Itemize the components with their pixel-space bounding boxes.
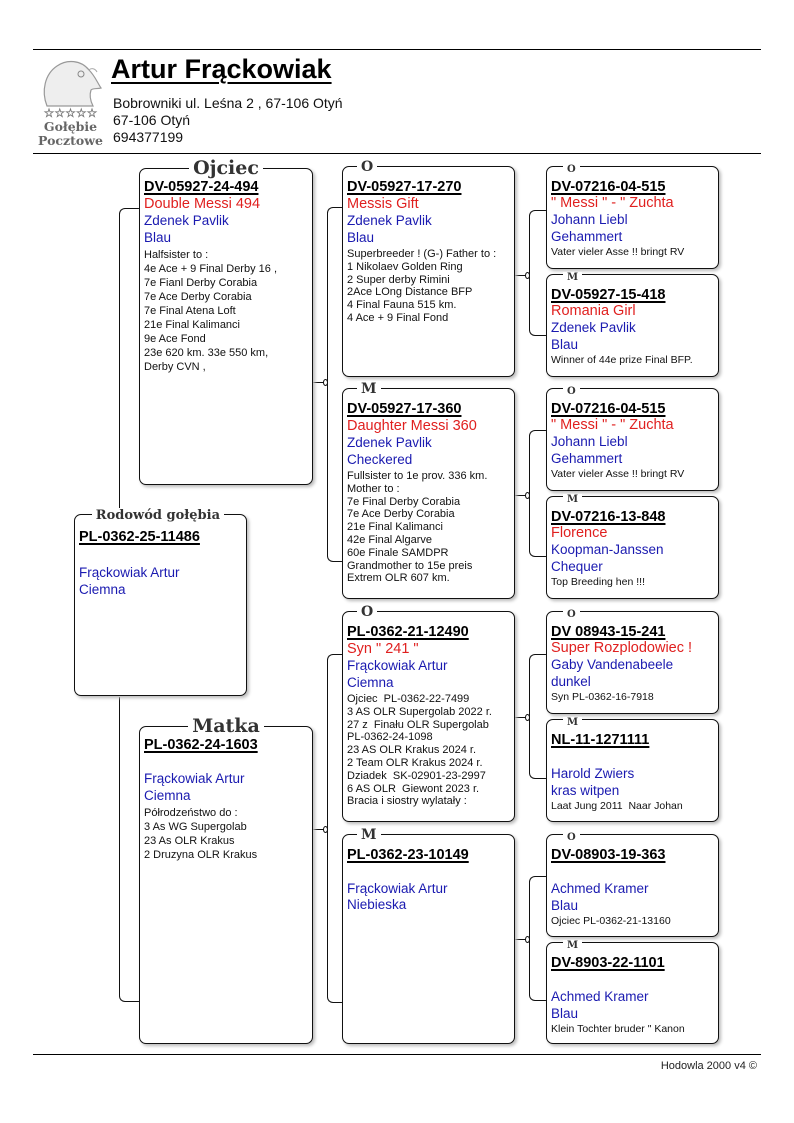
- connector-fm: [327, 382, 342, 562]
- ffm-card[interactable]: [546, 274, 719, 377]
- owner-address: Bobrowniki ul. Leśna 2 , 67-106 Otyń: [113, 95, 343, 111]
- mf-notes: Ojciec PL-0362-22-7499 3 AS OLR Supergolab 2022 r. 27 z Finału OLR Supergolab PL-0362-24-1098 23 AS OLR Krakus 2024 r. 2 Team OLR Krakus 2024 r. Dziadek SK-02901-23-2997 6 AS OLR Giewont 2023 r. Bracia i siostry wylatały :: [347, 693, 492, 808]
- paternal-grandfather-card[interactable]: [342, 159, 515, 377]
- ffm-notes: Winner of 44e prize Final BFP.: [551, 354, 693, 366]
- fmf-ring-number: DV-07216-04-515: [551, 401, 666, 417]
- logo: [33, 56, 108, 148]
- father-card[interactable]: [139, 157, 313, 485]
- mm-breeder: Frąckowiak Artur: [347, 881, 448, 896]
- mmf-card[interactable]: [546, 834, 719, 937]
- mf-breeder: Frąckowiak Artur: [347, 658, 448, 673]
- fmf-breeder: Johann Liebl: [551, 434, 628, 449]
- fm-color: Checkered: [347, 452, 413, 467]
- subject-ring-number: PL-0362-25-11486: [79, 529, 200, 545]
- logo-text-line2: Pocztowe: [38, 133, 103, 148]
- mff-card[interactable]: [546, 611, 719, 714]
- mfm-card[interactable]: [546, 719, 719, 822]
- connector-fmm: [529, 495, 546, 557]
- father-breeder: Zdenek Pavlik: [144, 213, 229, 228]
- mother-caption: Matka: [188, 715, 264, 737]
- connector-ff: [327, 207, 342, 383]
- father-notes: Halfsister to : 4e Ace + 9 Final Derby 16 , 7e Fianl Derby Corabia 7e Ace Derby Corabia 7e Final Atena Loft 21e Final Kalimanci 9e Ace Fond 23e 620 km. 33e 550 km, Derby CVN ,: [144, 249, 277, 373]
- paternal-grandmother-card[interactable]: [342, 381, 515, 599]
- mff-caption: O: [563, 609, 580, 620]
- mf-caption: O: [357, 604, 377, 620]
- fff-name: " Messi " - " Zuchta: [551, 195, 674, 211]
- father-caption: Ojciec: [189, 157, 263, 179]
- mff-name: Super Rozplodowiec !: [551, 640, 693, 656]
- mmm-breeder: Achmed Kramer: [551, 989, 649, 1004]
- subject-color: Ciemna: [79, 582, 126, 597]
- mff-ring-number: DV 08943-15-241: [551, 624, 666, 640]
- mfm-ring-number: NL-11-1271111: [551, 732, 650, 748]
- mf-name: Syn " 241 ": [347, 641, 419, 657]
- fm-breeder: Zdenek Pavlik: [347, 435, 432, 450]
- mmf-color: Blau: [551, 898, 579, 913]
- fm-caption: M: [357, 381, 381, 397]
- ff-notes: Superbreeder ! (G-) Father to : 1 Nikolaev Golden Ring 2 Super derby Rimini 2Ace LOng Distance BFP 4 Final Fauna 515 km. 4 Ace + 9 Final Fond: [347, 248, 497, 324]
- owner-city: 67-106 Otyń: [113, 112, 191, 128]
- fff-notes: Vater vieler Asse !! bringt RV: [551, 246, 685, 258]
- mm-ring-number: PL-0362-23-10149: [347, 847, 469, 863]
- maternal-grandfather-card[interactable]: [342, 604, 515, 822]
- subject-breeder: Frąckowiak Artur: [79, 565, 180, 580]
- owner-phone: 694377199: [113, 129, 184, 145]
- mm-color: Niebieska: [347, 897, 407, 912]
- connector-mf: [327, 654, 342, 830]
- connector-mm: [327, 829, 342, 1003]
- mother-notes: Półrodzeństwo do : 3 As WG Supergolab 23 As OLR Krakus 2 Druzyna OLR Krakus: [144, 807, 258, 861]
- ff-name: Messis Gift: [347, 196, 419, 212]
- fmf-notes: Vater vieler Asse !! bringt RV: [551, 468, 685, 480]
- fmm-ring-number: DV-07216-13-848: [551, 509, 666, 525]
- mother-card[interactable]: [139, 715, 313, 1044]
- ff-color: Blau: [347, 230, 375, 245]
- mff-color: dunkel: [551, 674, 591, 689]
- fff-ring-number: DV-07216-04-515: [551, 179, 666, 195]
- subject-caption: Rodowód gołębia: [92, 508, 224, 523]
- connector-fmf: [529, 430, 546, 496]
- ffm-ring-number: DV-05927-15-418: [551, 287, 666, 303]
- header-divider: [33, 153, 761, 154]
- mff-breeder: Gaby Vandenabeele: [551, 657, 674, 672]
- father-name: Double Messi 494: [144, 196, 261, 212]
- mmm-card[interactable]: [546, 942, 719, 1044]
- logo-stars: ☆☆☆☆☆: [43, 106, 98, 120]
- owner-name: Artur Frąckowiak: [111, 54, 332, 84]
- mmm-ring-number: DV-8903-22-1101: [551, 955, 665, 971]
- fmf-card[interactable]: [546, 388, 719, 491]
- ff-caption: O: [357, 159, 377, 175]
- connector-mother: [119, 697, 139, 1002]
- mfm-notes: Laat Jung 2011 Naar Johan: [551, 800, 683, 812]
- fff-card[interactable]: [546, 166, 719, 269]
- connector-mff: [529, 654, 546, 718]
- logo-text-line1: Gołębie: [43, 119, 98, 134]
- mmm-notes: Klein Tochter bruder " Kanon: [551, 1023, 685, 1035]
- fmf-color: Gehammert: [551, 451, 623, 466]
- fm-ring-number: DV-05927-17-360: [347, 401, 462, 417]
- mf-ring-number: PL-0362-21-12490: [347, 624, 469, 640]
- ffm-color: Blau: [551, 337, 579, 352]
- ffm-name: Romania Girl: [551, 303, 636, 319]
- ffm-breeder: Zdenek Pavlik: [551, 320, 636, 335]
- fmf-caption: O: [563, 386, 580, 397]
- connector-fff: [529, 210, 546, 276]
- subject-card[interactable]: [74, 508, 247, 696]
- fmm-name: Florence: [551, 525, 608, 541]
- pigeon-head-icon: [33, 56, 108, 108]
- ff-ring-number: DV-05927-17-270: [347, 179, 462, 195]
- father-ring-number: DV-05927-24-494: [144, 179, 259, 195]
- fff-color: Gehammert: [551, 229, 623, 244]
- mmm-color: Blau: [551, 1006, 579, 1021]
- mmf-ring-number: DV-08903-19-363: [551, 847, 666, 863]
- mother-color: Ciemna: [144, 788, 191, 803]
- mfm-color: kras witpen: [551, 783, 620, 798]
- mother-breeder: Frąckowiak Artur: [144, 771, 245, 786]
- ffm-caption: M: [563, 272, 582, 283]
- mfm-caption: M: [563, 717, 582, 728]
- connector-father: [119, 208, 139, 508]
- mmf-notes: Ojciec PL-0362-21-13160: [551, 915, 671, 927]
- top-divider: [33, 49, 761, 50]
- fmm-card[interactable]: [546, 496, 719, 599]
- footer-divider: [33, 1054, 761, 1055]
- mf-color: Ciemna: [347, 675, 394, 690]
- fff-caption: O: [563, 164, 580, 175]
- maternal-grandmother-card[interactable]: [342, 827, 515, 1044]
- mff-notes: Syn PL-0362-16-7918: [551, 691, 654, 703]
- footer-credit: Hodowla 2000 v4 ©: [660, 1060, 757, 1072]
- connector-ffm: [529, 275, 546, 336]
- connector-mfm: [529, 717, 546, 779]
- connector-mmm: [529, 939, 546, 1001]
- connector-mmf: [529, 876, 546, 940]
- fm-name: Daughter Messi 360: [347, 418, 477, 434]
- mm-caption: M: [357, 827, 381, 843]
- fmm-color: Chequer: [551, 559, 603, 574]
- ff-breeder: Zdenek Pavlik: [347, 213, 432, 228]
- fmm-notes: Top Breeding hen !!!: [551, 576, 645, 588]
- fmm-caption: M: [563, 494, 582, 505]
- fm-notes: Fullsister to 1e prov. 336 km. Mother to : 7e Final Derby Corabia 7e Ace Derby Corabia 21e Final Kalimanci 42e Final Algarve 60e Finale SAMDPR Grandmother to 15e preis Extrem OLR 607 km.: [347, 470, 488, 585]
- mmf-breeder: Achmed Kramer: [551, 881, 649, 896]
- fmf-name: " Messi " - " Zuchta: [551, 417, 674, 433]
- mmf-caption: O: [563, 832, 580, 843]
- mother-ring-number: PL-0362-24-1603: [144, 737, 258, 753]
- mfm-breeder: Harold Zwiers: [551, 766, 635, 781]
- fff-breeder: Johann Liebl: [551, 212, 628, 227]
- mmm-caption: M: [563, 940, 582, 951]
- fmm-breeder: Koopman-Janssen: [551, 542, 664, 557]
- father-color: Blau: [144, 230, 172, 245]
